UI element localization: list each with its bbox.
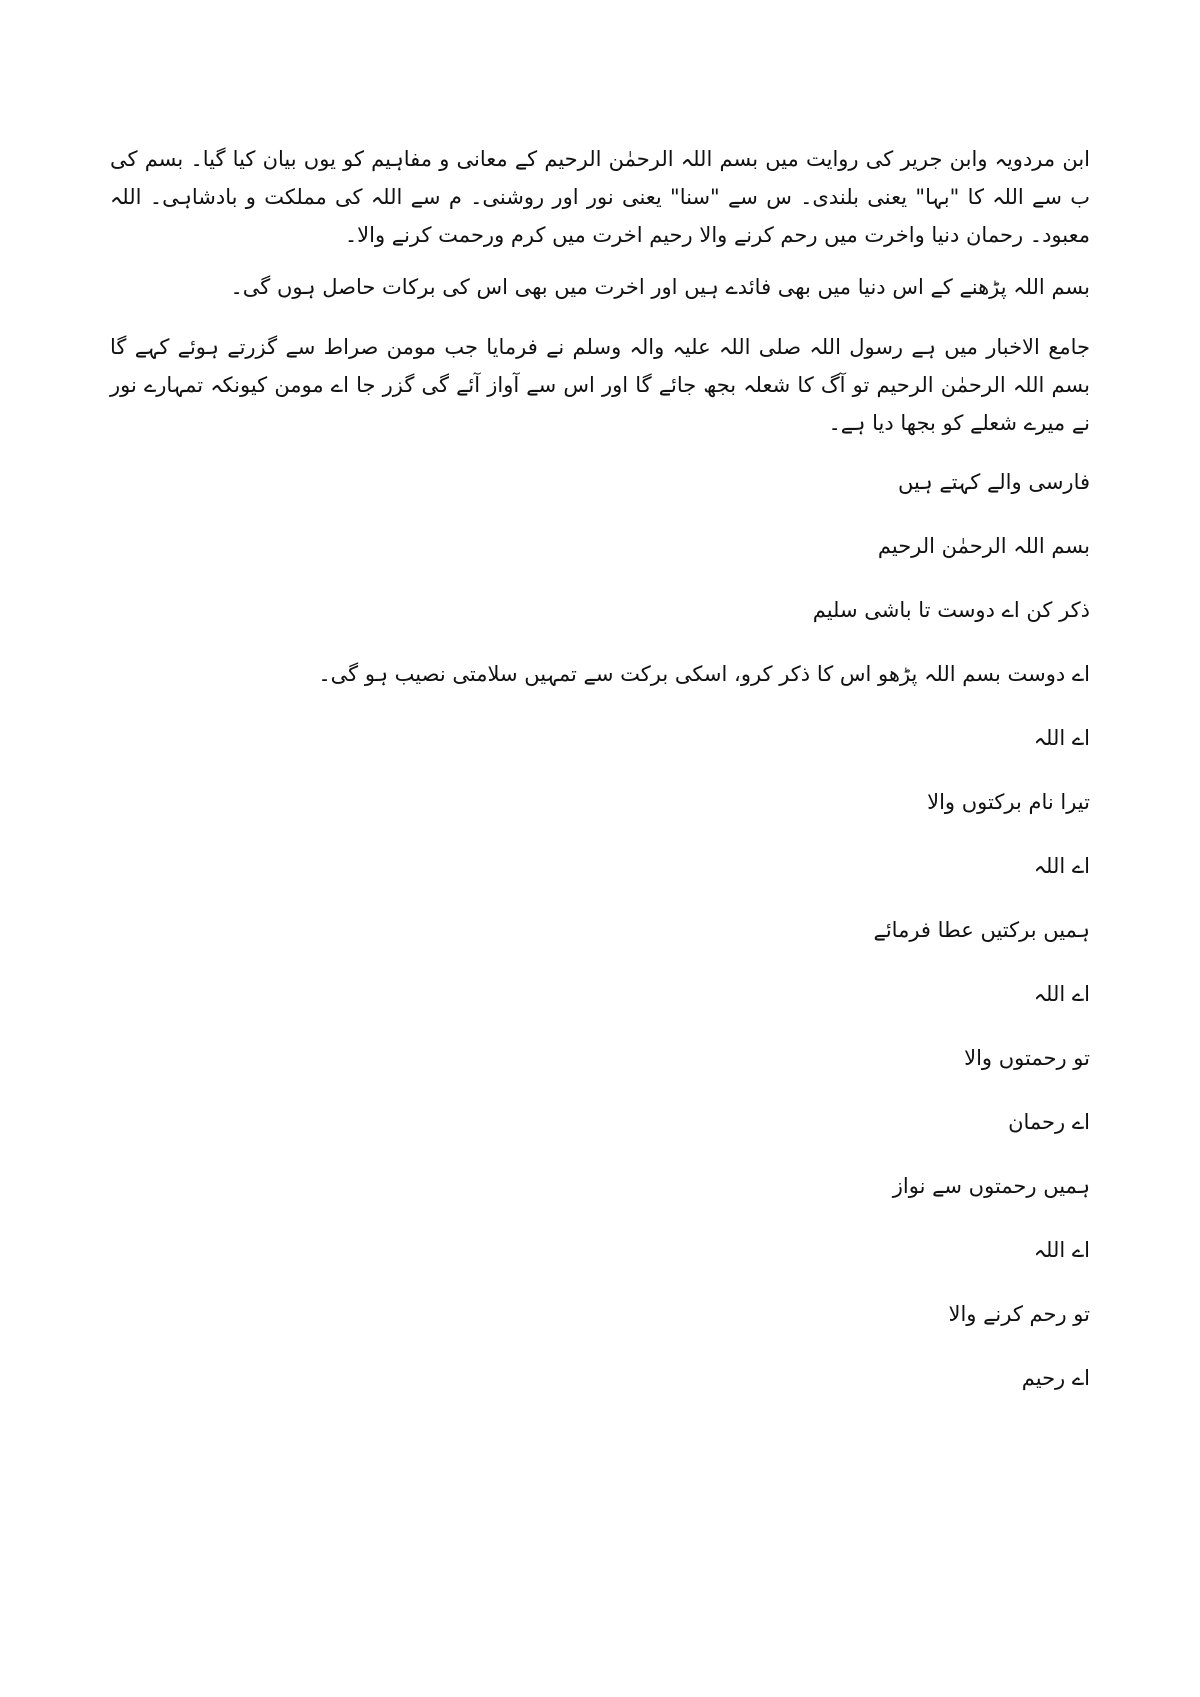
paragraph-jami-al-akhbar: جامع الاخبار میں ہے رسول اللہ صلی اللہ علیہ والہ وسلم نے فرمایا جب مومن صراط سے گزرتے ہوئے کہے گا بسم اللہ الرحمٰن الرحیم تو آگ کا شعلہ بجھ جائے گا اور اس سے آواز آئے گی گزر جا اے مومن کیونکہ تمہارے نور نے میرے شعلے کو بجھا دیا ہے۔	[110, 335, 1090, 435]
verse-line: اے دوست بسم اللہ پڑھو اس کا ذکر کرو، اسکی برکت سے تمہیں سلامتی نصیب ہو گی۔	[318, 662, 1090, 686]
verse-line: بسم اللہ الرحمٰن الرحیم	[877, 534, 1090, 558]
verse-line: ذکر کن اے دوست تا باشی سلیم	[812, 598, 1090, 622]
verse-line: تیرا نام برکتوں والا	[927, 790, 1090, 814]
verse-line: ہمیں برکتیں عطا فرمائے	[873, 918, 1090, 942]
verse-line: اے اللہ	[1033, 982, 1090, 1006]
document-body	[110, 140, 1090, 1424]
verse-line: اے اللہ	[1033, 726, 1090, 750]
verse-list	[110, 464, 1090, 1396]
verse-line: تو رحم کرنے والا	[948, 1302, 1090, 1326]
verse-line: اے رحیم	[1021, 1366, 1090, 1390]
verse-line: اے رحمان	[1008, 1110, 1090, 1134]
verse-line: فارسی والے کہتے ہیں	[898, 470, 1090, 494]
paragraph-bismillah-benefits: بسم اللہ پڑھنے کے اس دنیا میں بھی فائدے ہیں اور اخرت میں بھی اس کی برکات حاصل ہوں گی۔	[230, 275, 1090, 299]
verse-line: تو رحمتوں والا	[964, 1046, 1090, 1070]
verse-line: اے اللہ	[1033, 1238, 1090, 1262]
paragraph-bismillah-meaning: ابن مردویہ وابن جریر کی روایت میں بسم اللہ الرحمٰن الرحیم کے معانی و مفاہیم کو یوں بیان کیا گیا۔ بسم کی ب سے اللہ کا "بہا" یعنی بلندی۔ س سے "سنا" یعنی نور اور روشنی۔ م سے اللہ کی مملکت و بادشاہی۔ اللہ معبود۔ رحمان دنیا واخرت میں رحم کرنے والا رحیم اخرت میں کرم ورحمت کرنے والا۔	[110, 147, 1090, 247]
verse-line: اے اللہ	[1033, 854, 1090, 878]
verse-line: ہمیں رحمتوں سے نواز	[892, 1174, 1090, 1198]
